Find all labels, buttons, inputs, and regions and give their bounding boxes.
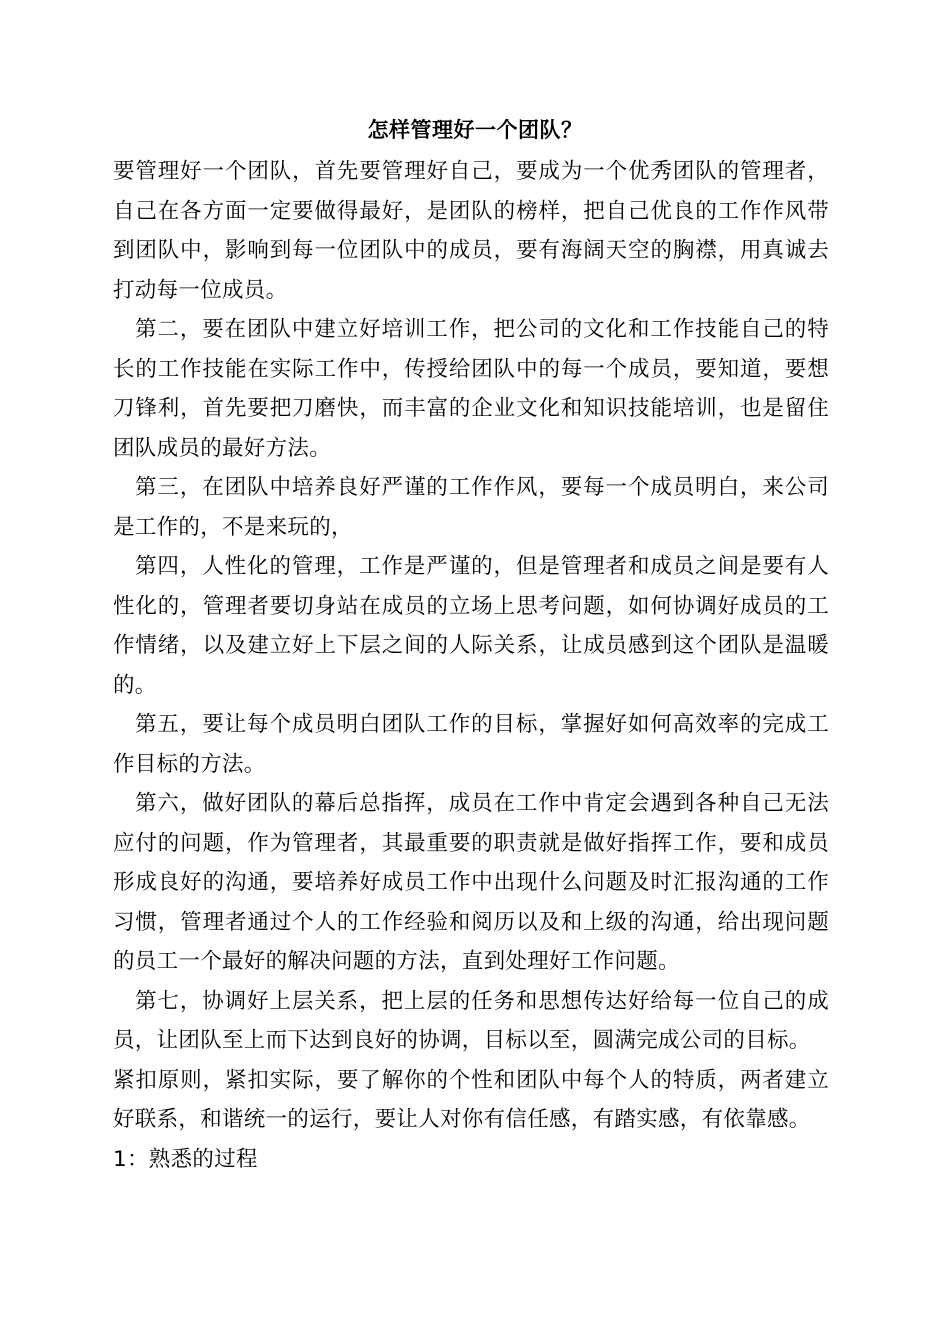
paragraph-fifth: 第五，要让每个成员明白团队工作的目标，掌握好如何高效率的完成工作目标的方法。 (113, 712, 829, 777)
paragraph-fourth: 第四，人性化的管理，工作是严谨的，但是管理者和成员之间是要有人性化的，管理者要切身站在成员的立场上思考问题，如何协调好成员的工作情绪，以及建立好上下层之间的人际关系，让成员感到这个团队是温暖的。 (113, 554, 829, 698)
paragraph-third: 第三，在团队中培养良好严谨的工作作风，要每一个成员明白，来公司是工作的，不是来玩的， (113, 475, 829, 540)
paragraph-seventh: 第七，协调好上层关系，把上层的任务和思想传达好给每一位自己的成员，让团队至上而下达到良好的协调，目标以至，圆满完成公司的目标。 (113, 988, 829, 1053)
document-title: 怎样管理好一个团队？ (367, 118, 583, 142)
paragraph-numbered-heading: 1：熟悉的过程 (113, 1146, 258, 1172)
paragraph-intro: 要管理好一个团队，首先要管理好自己，要成为一个优秀团队的管理者，自己在各方面一定要做得最好，是团队的榜样，把自己优良的工作作风带到团队中，影响到每一位团队中的成员，要有海阔天空的胸襟，用真诚去打动每一位成员。 (113, 159, 829, 303)
paragraph-second: 第二，要在团队中建立好培训工作，把公司的文化和工作技能自己的特长的工作技能在实际工作中，传授给团队中的每一个成员，要知道，要想刀锋利，首先要把刀磨快，而丰富的企业文化和知识技能培训，也是留住团队成员的最好方法。 (113, 317, 829, 461)
paragraph-sixth: 第六，做好团队的幕后总指挥，成员在工作中肯定会遇到各种自己无法应付的问题，作为管理者，其最重要的职责就是做好指挥工作，要和成员形成良好的沟通，要培养好成员工作中出现什么问题及时汇报沟通的工作习惯，管理者通过个人的工作经验和阅历以及和上级的沟通，给出现问题的员工一个最好的解决问题的方法，直到处理好工作问题。 (113, 791, 829, 974)
document-body (113, 152, 829, 1179)
paragraph-principles: 紧扣原则，紧扣实际，要了解你的个性和团队中每个人的特质，两者建立好联系，和谐统一的运行，要让人对你有信任感，有踏实感，有依靠感。 (113, 1067, 829, 1132)
